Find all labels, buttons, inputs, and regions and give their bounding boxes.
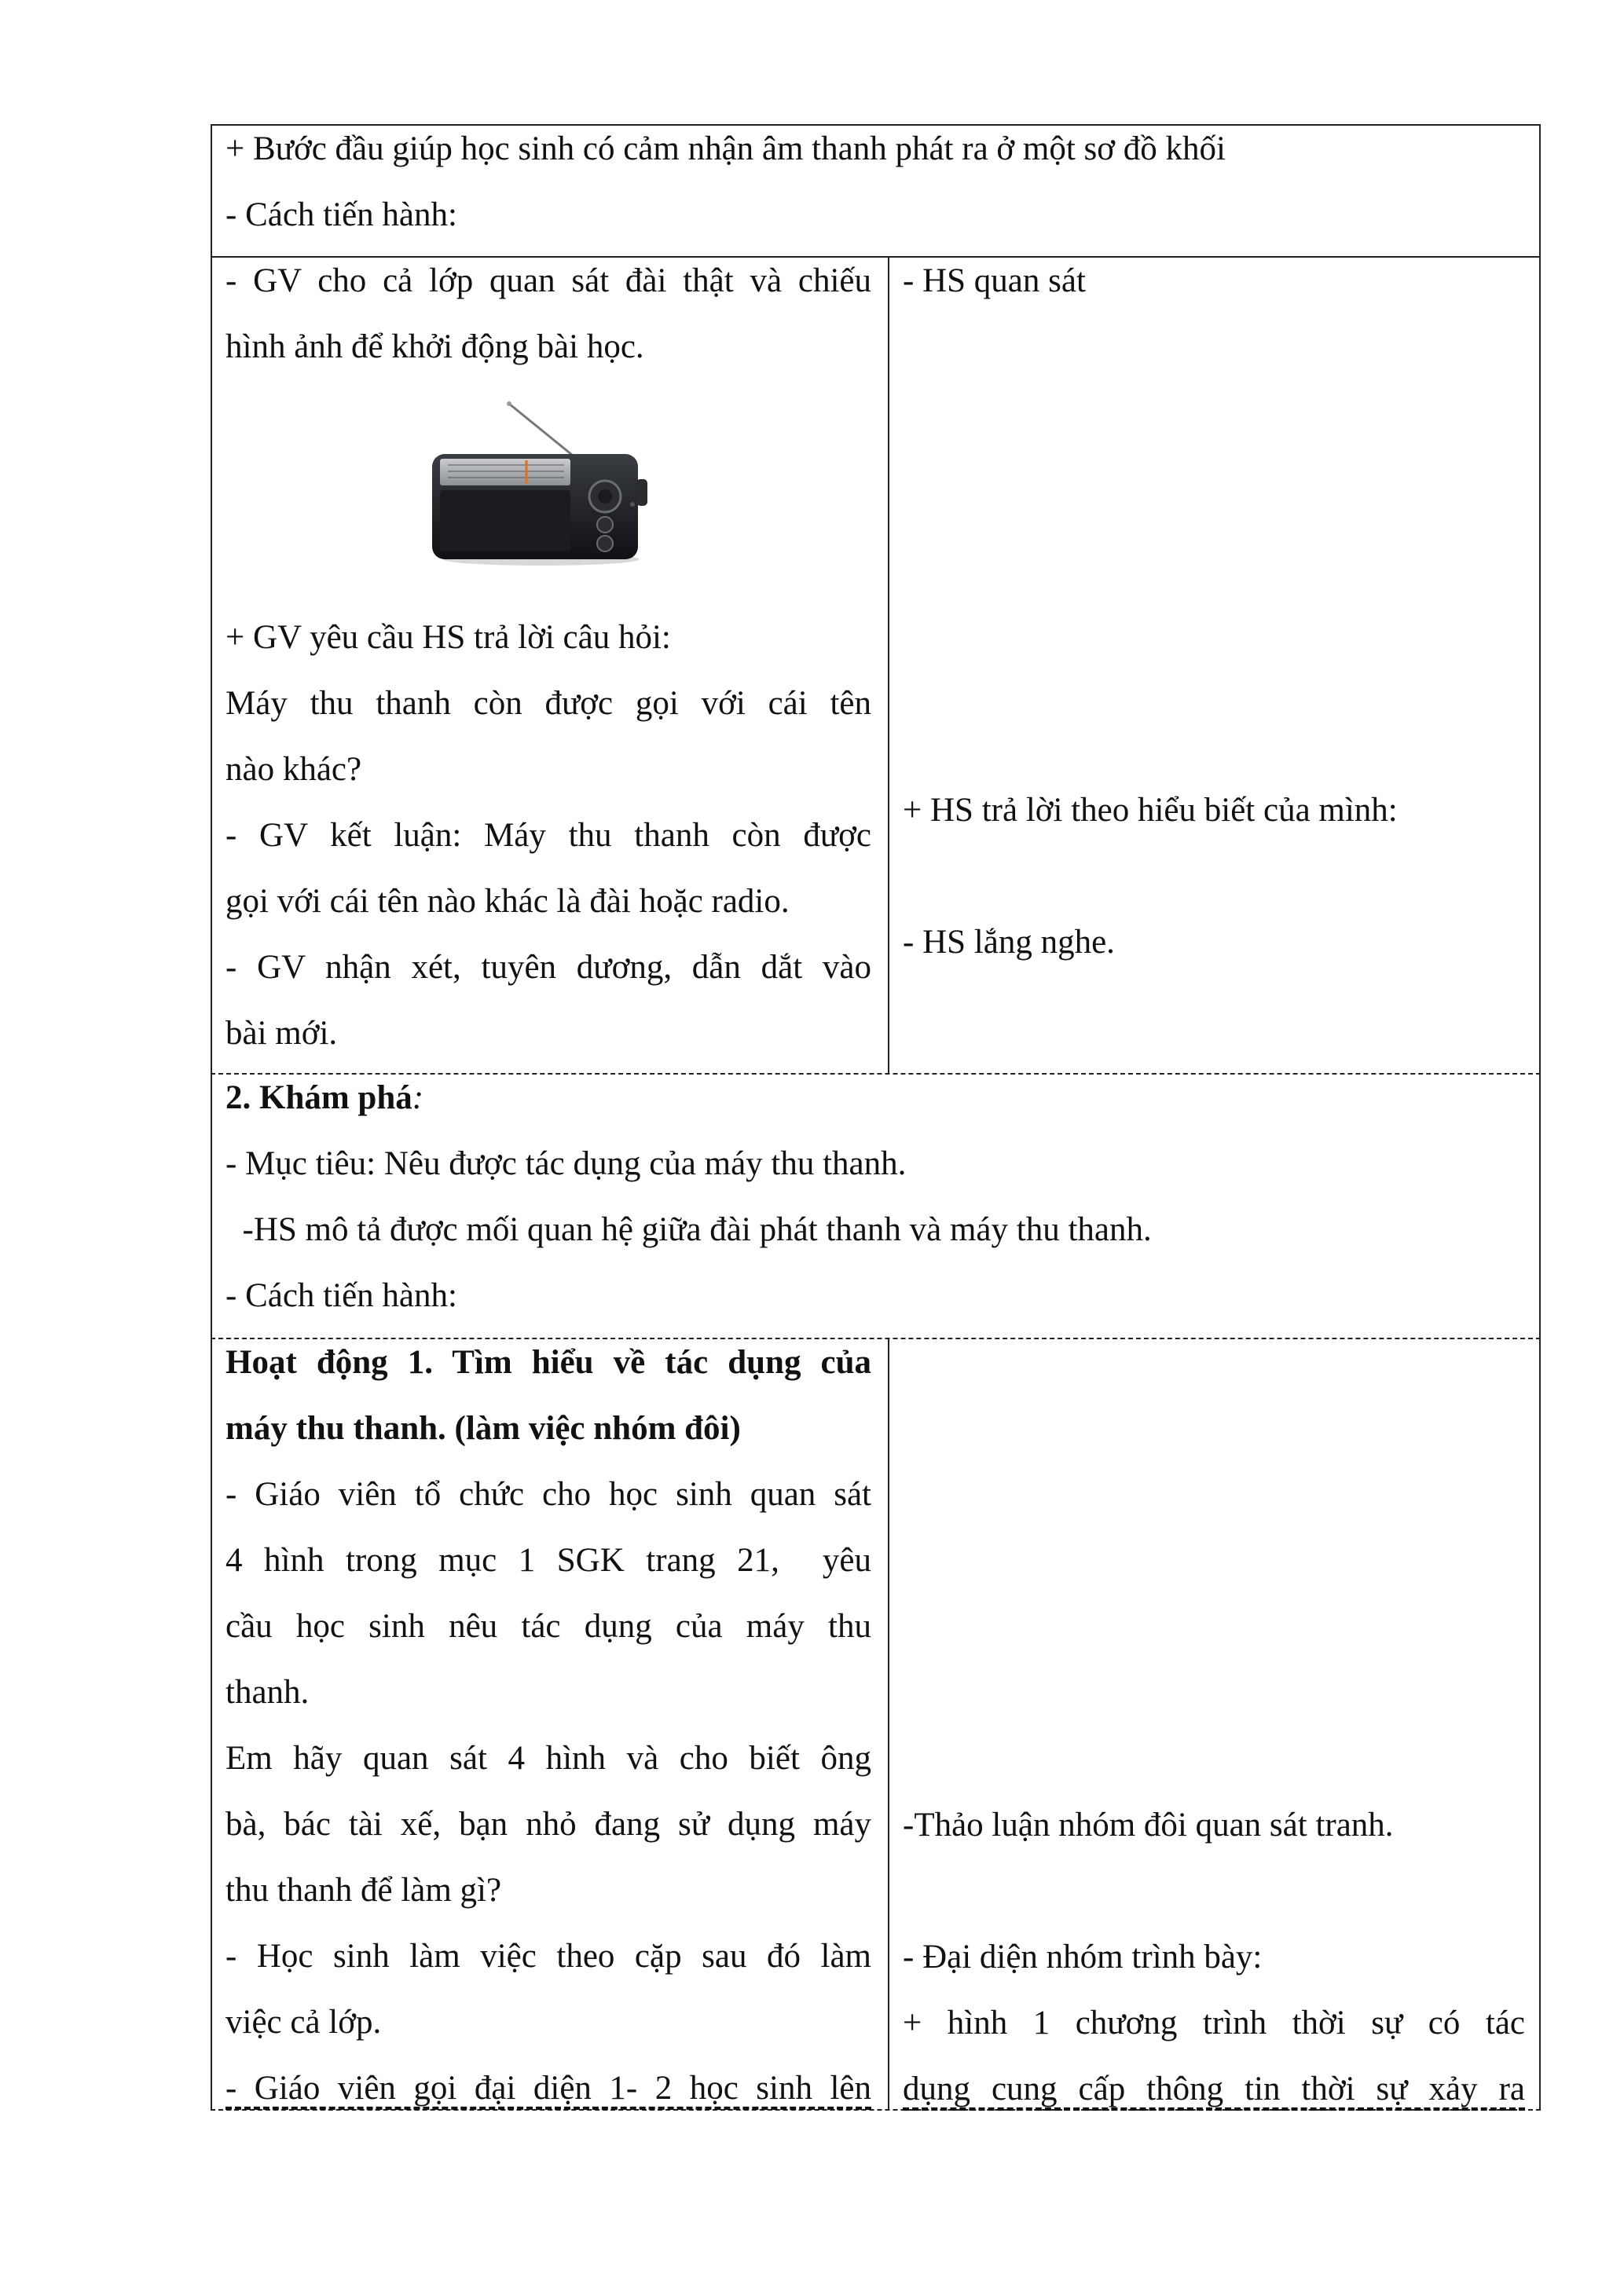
explore-goal-2: -HS mô tả được mối quan hệ giữa đài phát thanh và máy thu thanh. bbox=[225, 1211, 1152, 1248]
explore-heading-colon: : bbox=[412, 1079, 424, 1116]
activity1-left-line: cầu học sinh nêu tác dụng của máy thu bbox=[225, 1608, 871, 1645]
activity1-title-line: Hoạt động 1. Tìm hiểu về tác dụng của bbox=[225, 1344, 871, 1381]
start-right-line: + HS trả lời theo hiểu biết của mình: bbox=[903, 792, 1398, 829]
start-left-line: Máy thu thanh còn được gọi với cái tên bbox=[225, 685, 871, 722]
explore-goal-text: Mục tiêu: Nêu được tác dụng của máy thu thanh. bbox=[245, 1145, 907, 1182]
start-left-line: + GV yêu cầu HS trả lời câu hỏi: bbox=[225, 619, 671, 656]
radio-icon bbox=[431, 399, 652, 568]
activity1-left-line: - Học sinh làm việc theo cặp sau đó làm bbox=[225, 1938, 871, 1975]
explore-goal-1 bbox=[225, 1131, 906, 1197]
activity1-left-line: Em hãy quan sát 4 hình và cho biết ông bbox=[225, 1740, 871, 1777]
start-left-cell-lower bbox=[225, 605, 871, 1067]
explore-how: - Cách tiến hành: bbox=[225, 1277, 457, 1314]
activity1-right-cell bbox=[903, 1924, 1525, 2122]
activity1-right-line: - Đại diện nhóm trình bày: bbox=[903, 1939, 1263, 1976]
start-left-cell bbox=[225, 248, 871, 380]
start-right-line: - HS lắng nghe. bbox=[903, 924, 1115, 961]
activity1-left-line: 4 hình trong mục 1 SGK trang 21, yêu bbox=[225, 1542, 871, 1579]
start-left-line: - GV nhận xét, tuyên dương, dẫn dắt vào bbox=[225, 949, 871, 986]
start-left-line: - GV kết luận: Máy thu thanh còn được bbox=[225, 817, 871, 854]
radio-image bbox=[431, 399, 652, 568]
activity1-left-line: - Giáo viên gọi đại diện 1- 2 học sinh lên bbox=[225, 2070, 871, 2107]
start-left-line: bài mới. bbox=[225, 1015, 338, 1052]
table-left-border bbox=[211, 124, 212, 2111]
explore-goal-prefix: - bbox=[225, 1145, 246, 1182]
explore-heading-text: 2. Khám phá bbox=[225, 1079, 412, 1116]
activity1-right-line: dụng cung cấp thông tin thời sự xảy ra bbox=[903, 2071, 1525, 2107]
column-divider-2 bbox=[888, 1338, 889, 2110]
activity1-left-line: việc cả lớp. bbox=[225, 2004, 382, 2041]
table-right-border bbox=[1539, 124, 1541, 2111]
activity1-left-line: thu thanh để làm gì? bbox=[225, 1872, 502, 1909]
start-left-line: gọi với cái tên nào khác là đài hoặc radio. bbox=[225, 883, 790, 920]
activity1-title-line: máy thu thanh. (làm việc nhóm đôi) bbox=[225, 1410, 741, 1447]
activity1-right-line: -Thảo luận nhóm đôi quan sát tranh. bbox=[903, 1807, 1394, 1844]
start-right-line: - HS quan sát bbox=[903, 262, 1086, 299]
activity1-left-line: thanh. bbox=[225, 1674, 310, 1711]
intro-line-2: - Cách tiến hành: bbox=[225, 196, 457, 233]
start-left-line: nào khác? bbox=[225, 751, 362, 788]
activity1-left-cell bbox=[225, 1330, 871, 2122]
activity1-right-line: + hình 1 chương trình thời sự có tác bbox=[903, 2005, 1525, 2041]
activity1-left-line: - Giáo viên tổ chức cho học sinh quan sát bbox=[225, 1476, 871, 1513]
activity1-left-line: bà, bác tài xế, bạn nhỏ đang sử dụng máy bbox=[225, 1806, 871, 1843]
column-divider-1 bbox=[888, 256, 889, 1074]
intro-line-1: + Bước đầu giúp học sinh có cảm nhận âm thanh phát ra ở một sơ đồ khối bbox=[225, 130, 1226, 167]
explore-heading bbox=[225, 1065, 423, 1131]
start-left-line: - GV cho cả lớp quan sát đài thật và chiếu bbox=[225, 262, 871, 299]
start-left-line: hình ảnh để khởi động bài học. bbox=[225, 328, 644, 365]
